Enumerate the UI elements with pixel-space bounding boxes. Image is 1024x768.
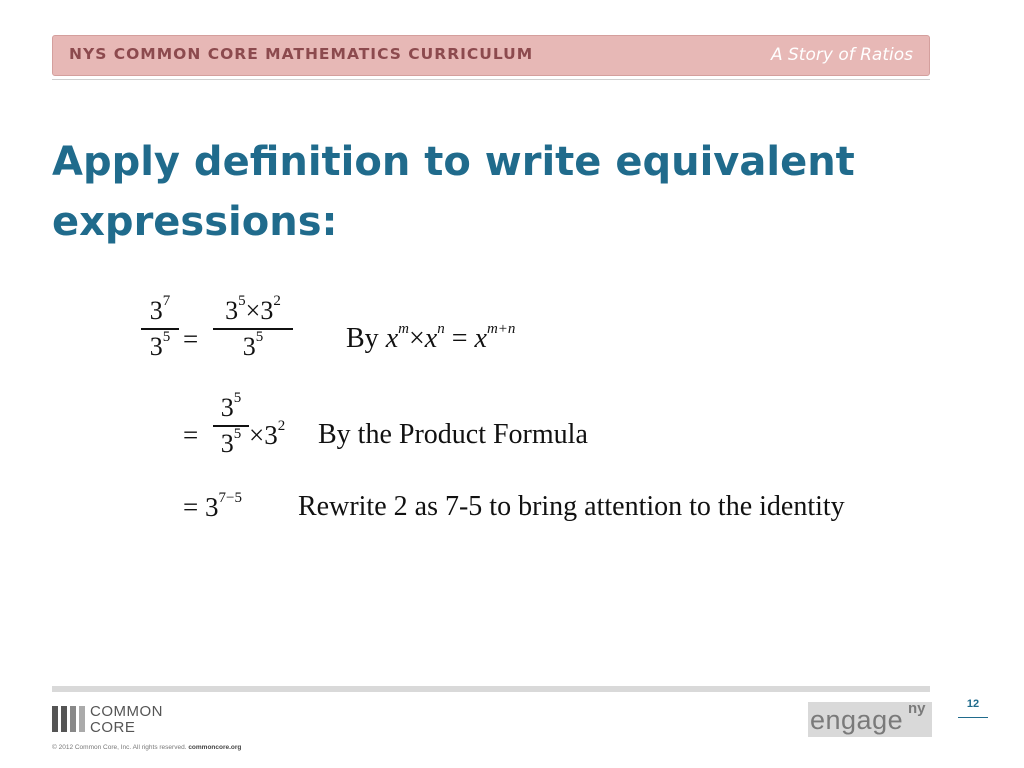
footer-divider [52,686,930,692]
slide-title-line-2: expressions: [52,199,338,245]
copyright-notice: © 2012 Common Core, Inc. All rights reserved. commoncore.org [52,744,242,751]
logo-line-2: CORE [90,719,136,736]
engage-wordmark: engage [810,705,904,735]
engageny-logo [808,702,932,737]
step-2-tail: $\times 3^2$ [249,418,286,450]
step-2-fraction: $3^5$ $3^5$ [213,393,249,459]
copyright-link[interactable]: commoncore.org [188,744,242,751]
curriculum-title: NYS COMMON CORE MATHEMATICS CURRICULUM [69,45,534,63]
equals-sign-step-2: = [183,420,199,450]
rhs-fraction: $3^5\times 3^2$ $3^5$ [213,296,293,362]
exponent-rule-note: By $x^m\times x^n = x^{m+n}$ [346,320,516,354]
identity-note: Rewrite 2 as 7-5 to bring attention to the identity [298,491,845,522]
lhs-fraction: $3^7$ $3^5$ [141,296,179,362]
common-core-logo [52,704,192,738]
page-number-underline [958,717,988,718]
page-number: 12 [966,698,980,710]
logo-line-1: COMMON [90,703,163,720]
curriculum-subtitle: A Story of Ratios [770,45,913,65]
step-3-expression: = $3^{7-5}$ [183,490,242,522]
engage-ny-superscript: ny [908,700,926,717]
product-formula-note: By the Product Formula [318,419,588,450]
equals-sign: = [183,324,199,354]
slide-title-line-1: Apply definition to write equivalent [52,139,855,185]
